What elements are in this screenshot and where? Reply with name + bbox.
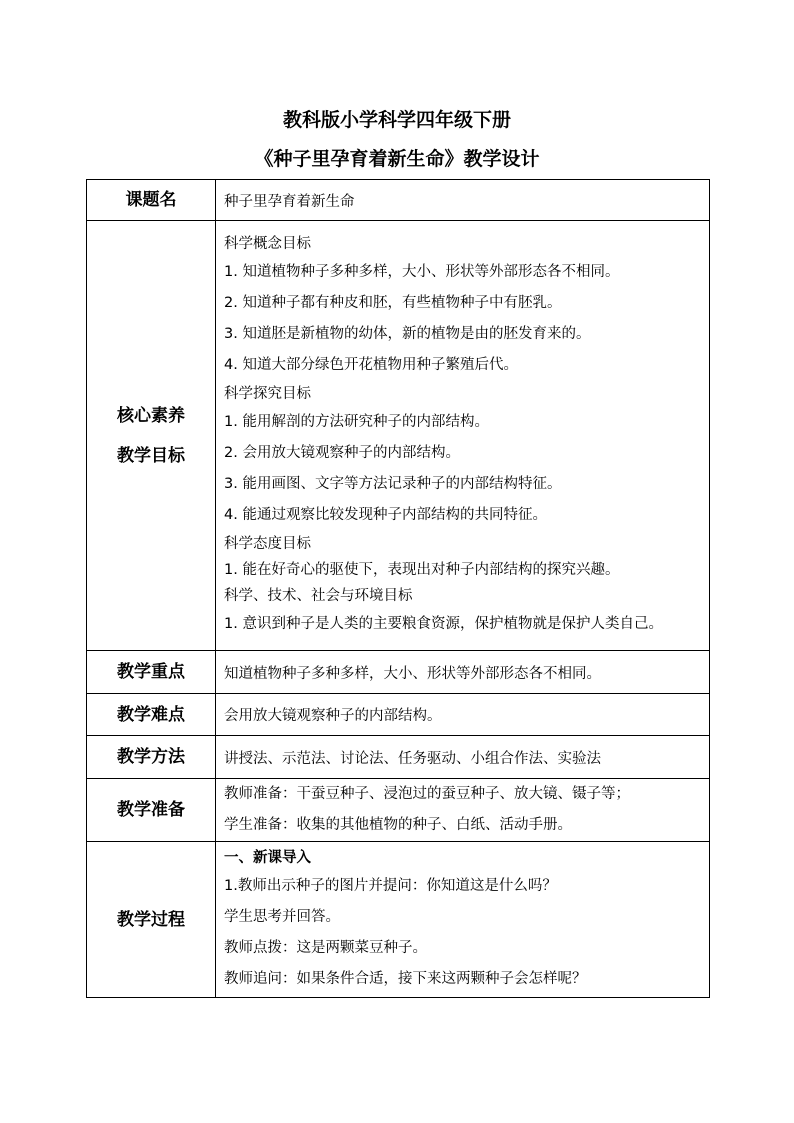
preparation-content (216, 779, 710, 842)
goal-item: 1. 意识到种子是人类的主要粮食资源，保护植物就是保护人类自己。 (224, 616, 663, 632)
document-title: 教科版小学科学四年级下册 (282, 109, 511, 131)
process-line: 教师点拨：这是两颗菜豆种子。 (224, 939, 427, 956)
goals-label-line2: 教学目标 (117, 445, 185, 466)
process-section-heading: 一、新课导入 (224, 849, 311, 866)
process-content (216, 842, 710, 998)
process-line: 教师追问：如果条件合适，接下来这两颗种子会怎样呢？ (224, 970, 587, 987)
goal-item: 1. 知道植物种子多种多样，大小、形状等外部形态各不相同。 (224, 264, 620, 280)
row-method (87, 736, 710, 779)
row-preparation (87, 779, 710, 842)
goal-item: 2. 知道种子都有种皮和胚，有些植物种子中有胚乳。 (224, 295, 562, 311)
preparation-teacher: 教师准备：干蚕豆种子、浸泡过的蚕豆种子、放大镜、镊子等； (224, 786, 630, 802)
method-value: 讲授法、示范法、讨论法、任务驱动、小组合作法、实验法 (216, 736, 710, 779)
topic-value: 种子里孕育着新生命 (216, 180, 710, 221)
key-point-value: 知道植物种子多种多样，大小、形状等外部形态各不相同。 (216, 651, 710, 694)
goal-item: 4. 能通过观察比较发现种子内部结构的共同特征。 (224, 507, 547, 523)
goals-label-line1: 核心素养 (117, 405, 185, 426)
goal-heading: 科学态度目标 (224, 536, 311, 552)
document-subtitle: 《种子里孕育着新生命》教学设计 (254, 148, 540, 170)
goal-item: 3. 能用画图、文字等方法记录种子的内部结构特征。 (224, 476, 562, 492)
goal-item: 1. 能在好奇心的驱使下，表现出对种子内部结构的探究兴趣。 (224, 562, 620, 578)
goal-heading: 科学、技术、社会与环境目标 (224, 588, 413, 604)
lesson-plan-table (86, 179, 710, 998)
row-difficulty (87, 694, 710, 736)
goal-heading: 科学探究目标 (224, 386, 311, 402)
preparation-student: 学生准备：收集的其他植物的种子、白纸、活动手册。 (224, 817, 572, 833)
process-label: 教学过程 (87, 842, 216, 998)
goals-label (87, 221, 216, 651)
row-key-point (87, 651, 710, 694)
process-line: 1.教师出示种子的图片并提问：你知道这是什么吗？ (224, 877, 557, 894)
difficulty-label: 教学难点 (87, 694, 216, 736)
row-goals (87, 221, 710, 651)
topic-label: 课题名 (87, 180, 216, 221)
goal-heading: 科学概念目标 (224, 236, 311, 252)
preparation-label: 教学准备 (87, 779, 216, 842)
difficulty-value: 会用放大镜观察种子的内部结构。 (216, 694, 710, 736)
row-topic (87, 180, 710, 221)
goal-item: 4. 知道大部分绿色开花植物用种子繁殖后代。 (224, 357, 518, 373)
goals-content (216, 221, 710, 651)
key-point-label: 教学重点 (87, 651, 216, 694)
process-line: 学生思考并回答。 (224, 908, 340, 925)
row-process (87, 842, 710, 998)
method-label: 教学方法 (87, 736, 216, 779)
goal-item: 2. 会用放大镜观察种子的内部结构。 (224, 445, 460, 461)
goal-item: 3. 知道胚是新植物的幼体，新的植物是由的胚发育来的。 (224, 326, 591, 342)
goal-item: 1. 能用解剖的方法研究种子的内部结构。 (224, 414, 489, 430)
